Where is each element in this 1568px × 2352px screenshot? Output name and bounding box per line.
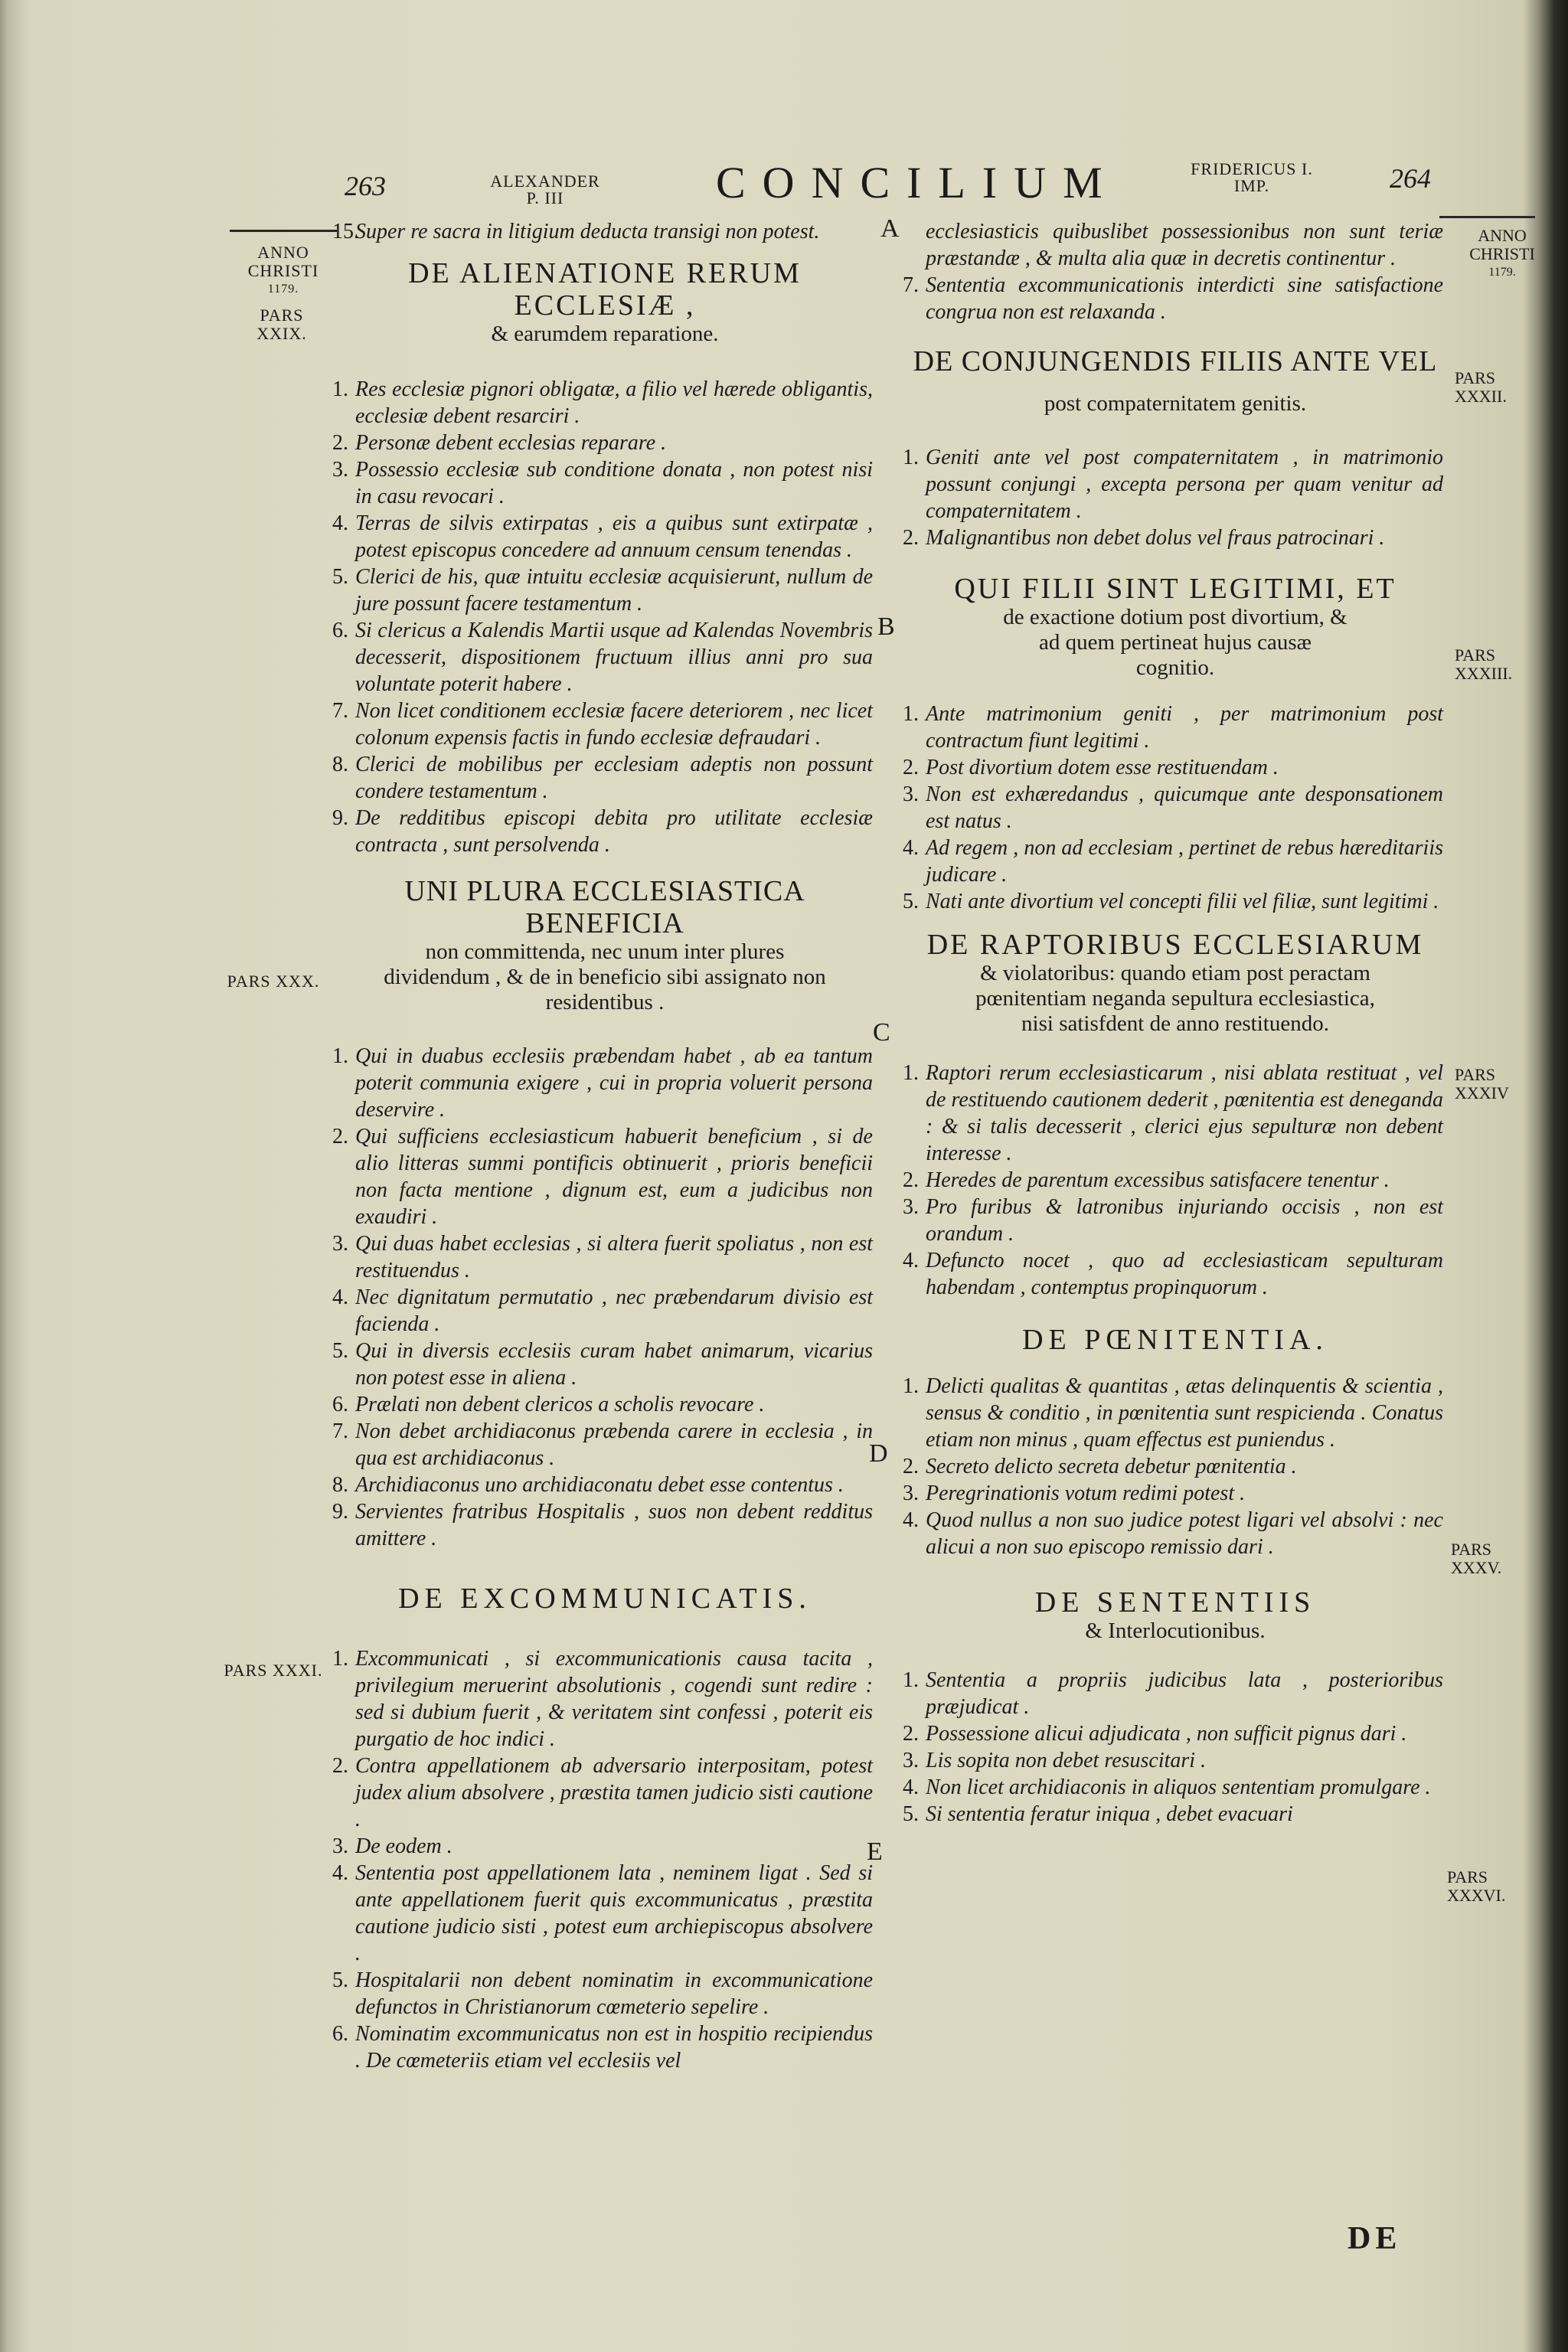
list-item: 15. Super re sacra in litigium deducta transigi non potest. xyxy=(332,220,820,243)
list-item: 4. Sententia post appellationem lata , neminem ligat . Sed si ante appellationem fuerit quis excommunicatus , præstita cautione judicio sisti , potest eum archiepiscopus absolvere . xyxy=(332,1861,873,1965)
list-item: 4. Nec dignitatum permutatio , nec præbendarum divisio est facienda . xyxy=(332,1285,873,1336)
list-item: 7. Non licet conditionem ecclesiæ facere deteriorem , nec licet colonum expensis factis in fundo ecclesiæ defraudari . xyxy=(332,699,873,750)
section-30-heading: UNI PLURA ECCLESIASTICA BENEFICIA xyxy=(404,875,805,939)
list-item: 3. Non est exhæredandus , quicumque ante desponsationem est natus . xyxy=(903,782,1443,833)
left-column xyxy=(332,218,873,2074)
section-29-subheading: & earumdem reparatione. xyxy=(491,322,719,346)
left-running-head xyxy=(469,173,622,207)
section-31-heading: DE EXCOMMUNICATIS. xyxy=(398,1583,812,1615)
list-item: 5. Qui in diversis ecclesiis curam habet animarum, vicarius non potest esse in aliena . xyxy=(332,1339,873,1390)
list-item: 2. Heredes de parentum excessibus satisfacere tenentur . xyxy=(903,1168,1390,1192)
column-letter-a: A xyxy=(880,214,900,243)
list-item: 5. Clerici de his, quæ intuitu ecclesiæ acquisierunt, nullum de jure possunt facere testamentum . xyxy=(332,565,873,616)
list-item: 5. Si sententia feratur iniqua , debet evacuari xyxy=(903,1802,1293,1826)
list-item: ecclesiasticis quibuslibet possessionibus non sunt teriæ præstandæ , & multa alia quæ in decretis continentur . xyxy=(926,220,1443,270)
pars-32-label: PARS XXXII. xyxy=(1455,368,1507,406)
section-29-items xyxy=(332,376,873,858)
section-36-items xyxy=(903,1667,1443,1828)
list-item: 6. Si clericus a Kalendis Martii usque ad Kalendas Novembris decesserit, dispositionem fructuum illius anni pro sua voluntate poterit habere . xyxy=(332,619,873,696)
item-list xyxy=(332,218,873,245)
catchword: DE xyxy=(1348,2221,1402,2256)
list-item: 2. Contra appellationem ab adversario interpositam, potest judex alium absolvere , præstita tamen judicio sisti cautione . xyxy=(332,1754,873,1831)
list-item: 1. Delicti qualitas & quantitas , ætas delinquentis & scientia , sensus & conditio , in pœnitentia sunt respicienda . Conatus etiam non minus , quam effectus est puniendus . xyxy=(903,1374,1443,1452)
section-36-subheading: & Interlocutionibus. xyxy=(1085,1619,1266,1643)
section-35-heading: DE PŒNITENTIA. xyxy=(1022,1324,1328,1356)
list-item: 1. Res ecclesiæ pignori obligatæ, a filio vel hærede obligantis, ecclesiæ debent resarciri . xyxy=(332,377,873,428)
anno-christi-left: ANNO CHRISTI 1179. xyxy=(247,243,319,296)
column-letter-b: B xyxy=(877,612,895,641)
list-item: 6. Nominatim excommunicatus non est in hospitio recipiendus . De cœmeteriis etiam vel ecclesiis vel xyxy=(332,2022,873,2073)
list-item: 1. Excommunicati , si excommunicationis causa tacita , privilegium meruerint absolutionis , cogendi sunt redire : sed si dubium fuerit , & veritatem sint confessi , poterit eis purgatio de hoc indici . xyxy=(332,1647,873,1751)
list-item: 2. Secreto delicto secreta debetur pœnitentia . xyxy=(903,1455,1297,1478)
list-item: 4. Non licet archidiaconis in aliquos sententiam promulgare . xyxy=(903,1775,1431,1799)
anno-christi-right: ANNO CHRISTI 1179. xyxy=(1469,226,1535,279)
pars-31-label: PARS XXXI. xyxy=(224,1661,323,1680)
right-rule xyxy=(1439,216,1535,218)
section-34-items xyxy=(903,1060,1443,1301)
section-35-items xyxy=(903,1373,1443,1560)
list-item: 7. Sententia excommunicationis interdicti sine satisfactione congrua non est relaxanda . xyxy=(903,273,1443,324)
right-running-head xyxy=(1164,161,1340,194)
right-column xyxy=(903,218,1443,1828)
list-item: 2. Post divortium dotem esse restituendam . xyxy=(903,756,1279,779)
list-item: 2. Qui sufficiens ecclesiasticum habuerit beneficium , si de alio litteras summi pontificis obtinuerit , prioris beneficii non facta mentione , dignum est, eum a judicibus non exaudiri . xyxy=(332,1125,873,1229)
list-item: 4. Terras de silvis extirpatas , eis a quibus sunt extirpatæ , potest episcopus concedere ad annuum censum tenendas . xyxy=(332,511,873,562)
continued-text xyxy=(903,218,1443,325)
list-item: 2. Personæ debent ecclesias reparare . xyxy=(332,431,667,455)
emperor-sub: IMP. xyxy=(1233,176,1270,195)
section-30-items xyxy=(332,1043,873,1552)
list-item: 3. Lis sopita non debet resuscitari . xyxy=(903,1749,1207,1772)
list-item: 9. Servientes fratribus Hospitalis , suos non debent redditus amittere . xyxy=(332,1500,873,1550)
column-letter-d: D xyxy=(869,1439,888,1468)
pars-36-label: PARS XXXVI. xyxy=(1447,1867,1506,1905)
emperor-name: FRIDERICUS I. xyxy=(1191,159,1313,178)
section-33-items xyxy=(903,701,1443,915)
right-page-number: 264 xyxy=(1390,163,1431,194)
section-36-heading: DE SENTENTIIS xyxy=(1034,1586,1316,1619)
list-item: 5. Nati ante divortium vel concepti filii vel filiæ, sunt legitimi . xyxy=(903,890,1439,913)
section-34-heading: DE RAPTORIBUS ECCLESIARUM xyxy=(926,929,1424,961)
list-item: 1. Raptori rerum ecclesiasticarum , nisi ablata restituat , vel de restituendo cautionem dederit , pœnitentia est deneganda : & si talis decesserit , clerici ejus sepulturæ non debent interesse . xyxy=(903,1061,1443,1165)
list-item: 1. Geniti ante vel post compaternitatem , in matrimonio possunt conjungi , excepta persona per quam venitur ad compaternitatem . xyxy=(903,446,1443,523)
section-34-subheading: & violatoribus: quando etiam post peractam pœnitentiam neganda sepultura ecclesiastica, nisi satisfdent de anno restituendo. xyxy=(975,961,1375,1036)
list-item: 2. Possessione alicui adjudicata , non sufficit pignus dari . xyxy=(903,1722,1407,1746)
section-30-subheading: non committenda, nec unum inter plures dividendum , & de in beneficio sibi assignato non residentibus . xyxy=(384,939,826,1014)
pars-33-label: PARS XXXIII. xyxy=(1455,645,1513,683)
list-item: 2. Malignantibus non debet dolus vel fraus patrocinari . xyxy=(903,526,1385,550)
pars-29-label: PARS XXIX. xyxy=(256,305,307,343)
pars-30-label: PARS XXX. xyxy=(227,972,320,991)
list-item: 5. Hospitalarii non debent nominatim in excommunicatione defunctos in Christianorum cœmeterio sepelire . xyxy=(332,1968,873,2019)
section-32-subheading: post compaternitatem genitis. xyxy=(1044,391,1307,416)
list-item: 3. Qui duas habet ecclesias , si altera fuerit spoliatus , non est restituendus . xyxy=(332,1232,873,1282)
list-item: 1. Ante matrimonium geniti , per matrimonium post contractum fiunt legitimi . xyxy=(903,702,1443,753)
list-item: 9. De redditibus episcopi debita pro utilitate ecclesiæ contracta , sunt persolvenda . xyxy=(332,806,873,857)
left-rule xyxy=(230,230,337,232)
column-letter-e: E xyxy=(867,1838,883,1866)
section-29-heading: DE ALIENATIONE RERUM ECCLESIÆ , xyxy=(408,257,802,322)
list-item: 1. Qui in duabus ecclesiis præbendam habet , ab ea tantum poterit communia exigere , cui in propria voluerit persona deservire . xyxy=(332,1044,873,1122)
pope-name: ALEXANDER xyxy=(490,172,600,191)
left-page-number: 263 xyxy=(345,171,386,201)
list-item: 4. Quod nullus a non suo judice potest ligari vel absolvi : nec alicui a non suo episcopo remissio dari . xyxy=(903,1508,1443,1559)
pars-34-label: PARS XXXIV xyxy=(1455,1065,1509,1102)
pars-35-label: PARS XXXV. xyxy=(1451,1540,1502,1577)
list-item: 7. Non debet archidiaconus præbenda carere in ecclesia , in qua est archidiaconus . xyxy=(332,1419,873,1470)
list-item: 3. De eodem . xyxy=(332,1834,452,1858)
list-item: 8. Archidiaconus uno archidiaconatu debet esse contentus . xyxy=(332,1473,844,1497)
list-item: 1. Sententia a propriis judicibus lata , posterioribus præjudicat . xyxy=(903,1668,1443,1719)
column-letter-c: C xyxy=(873,1018,890,1047)
page-title: CONCILIUM xyxy=(716,158,1119,207)
list-item: 4. Defuncto nocet , quo ad ecclesiasticam sepulturam habendam , contemptus propinquorum . xyxy=(903,1249,1443,1299)
pope-number: P. III xyxy=(526,188,564,207)
section-33-subheading: de exactione dotium post divortium, & ad quem pertineat hujus causæ cognitio. xyxy=(1003,605,1348,680)
section-32-items xyxy=(903,444,1443,551)
section-33-heading: QUI FILII SINT LEGITIMI, ET xyxy=(954,573,1396,605)
section-31-items xyxy=(332,1645,873,2074)
list-item: 3. Pro furibus & latronibus injuriando occisis , non est orandum . xyxy=(903,1195,1443,1246)
section-32-heading: DE CONJUNGENDIS FILIIS ANTE VEL xyxy=(913,345,1438,377)
list-item: 3. Possessio ecclesiæ sub conditione donata , non potest nisi in casu revocari . xyxy=(332,458,873,508)
list-item: 3. Peregrinationis votum redimi potest . xyxy=(903,1481,1246,1505)
list-item: 8. Clerici de mobilibus per ecclesiam adeptis non possunt condere testamentum . xyxy=(332,753,873,803)
list-item: 6. Prælati non debent clericos a scholis revocare . xyxy=(332,1393,765,1416)
list-item: 4. Ad regem , non ad ecclesiam , pertinet de rebus hæreditariis judicare . xyxy=(903,836,1443,887)
